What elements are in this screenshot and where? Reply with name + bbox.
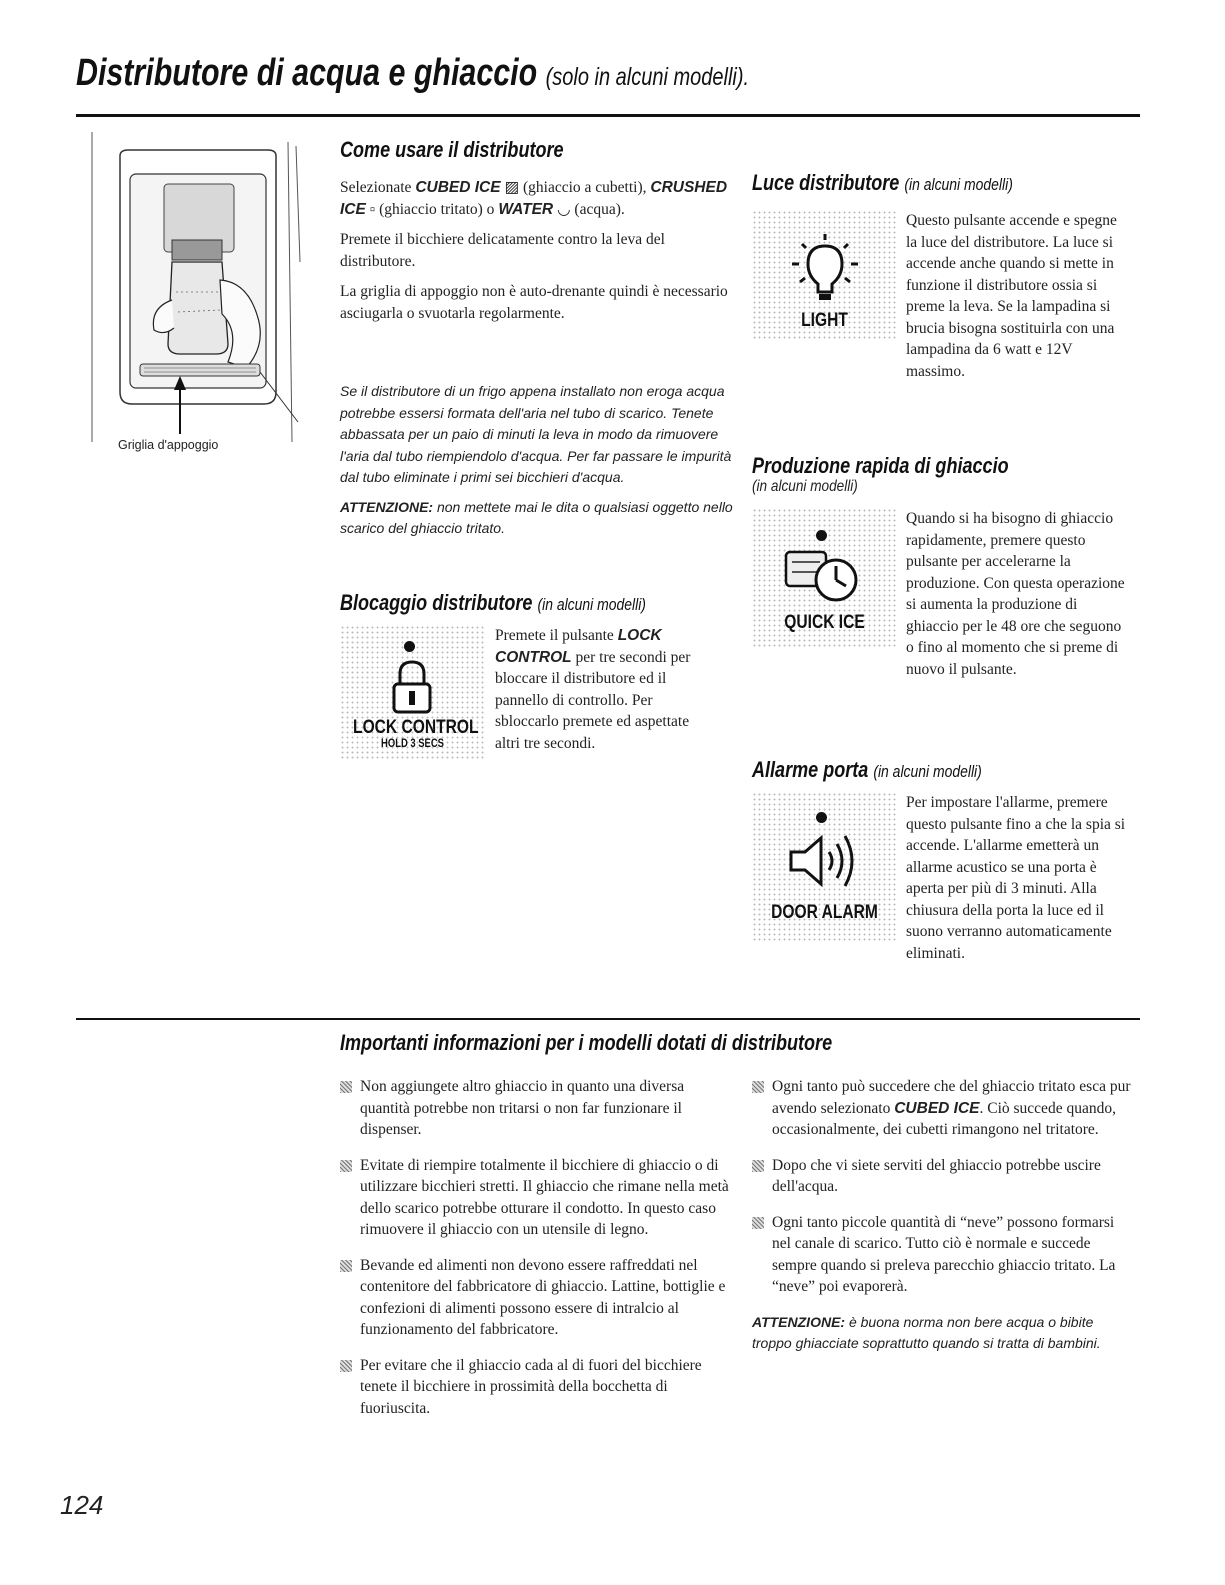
usage-body bbox=[340, 177, 740, 333]
lock-indicator-dot bbox=[404, 641, 415, 652]
important-left-bullet-2: Evitate di riempire totalmente il bicchiere di ghiaccio o di utilizzare bicchieri stretti. Il ghiaccio che rimane nella metà dello scarico potrebbe otturare il condotto. In questo caso rimuovere il ghiaccio con un utensile di legno. bbox=[340, 1155, 730, 1241]
door-alarm-panel-label: DOOR ALARM bbox=[771, 902, 878, 923]
usage-heading: Come usare il distributore bbox=[340, 137, 564, 162]
light-panel-label: LIGHT bbox=[801, 310, 848, 331]
important-left-bullet-4: Per evitare che il ghiaccio cada al di fuori del bicchiere tenete il bicchiere in prossimità della bocchetta di fuoriuscita. bbox=[340, 1355, 730, 1420]
dispenser-illustration bbox=[80, 132, 310, 452]
important-heading: Importanti informazioni per i modelli dotati di distributore bbox=[340, 1030, 833, 1055]
cubed-ice-icon: ▨ bbox=[504, 179, 520, 196]
usage-p1-crushed-desc: (ghiaccio tritato) o bbox=[379, 200, 495, 218]
lock-icon bbox=[390, 658, 434, 716]
bullet-icon bbox=[752, 1081, 764, 1093]
door-alarm-heading bbox=[752, 757, 982, 783]
bullet-icon bbox=[340, 1160, 352, 1172]
bullet-icon bbox=[340, 1081, 352, 1093]
usage-p1-pre: Selezionate bbox=[340, 179, 412, 196]
door-alarm-body: Per impostare l'allarme, premere questo pulsante fino a che la spia si accende. L'allarme emetterà un allarme acustico se una porta è aperta per più di 3 minuti. Alla chiusura della porta la luce ed il suono verranno automaticamente eliminati. bbox=[906, 794, 1126, 962]
bullet-icon bbox=[752, 1217, 764, 1229]
light-bulb-icon bbox=[790, 232, 860, 308]
quick-ice-panel-label: QUICK ICE bbox=[784, 612, 865, 633]
door-alarm-indicator-dot bbox=[816, 812, 827, 823]
quick-ice-icon bbox=[782, 548, 872, 606]
cubed-ice-label: CUBED ICE bbox=[415, 179, 501, 196]
quick-ice-indicator-dot bbox=[816, 530, 827, 541]
lock-panel-sublabel: HOLD 3 SECS bbox=[381, 738, 444, 750]
light-panel[interactable] bbox=[752, 210, 897, 340]
important-right-bullet-1: Ogni tanto può succedere che del ghiaccio tritato esca pur avendo selezionato CUBED ICE. Ciò succede quando, occasionalmente, dei cubetti rimangono nel tritatore. bbox=[752, 1076, 1132, 1141]
bullet-icon bbox=[752, 1160, 764, 1172]
page-number: 124 bbox=[60, 1490, 104, 1520]
lock-control-panel[interactable] bbox=[340, 625, 485, 760]
lock-text-bold2: CONTROL bbox=[495, 648, 572, 666]
lock-heading-text: Blocaggio distributore bbox=[340, 590, 533, 615]
usage-warning bbox=[340, 497, 735, 540]
lock-heading-suffix: (in alcuni modelli) bbox=[537, 595, 646, 614]
important-right-column bbox=[752, 1076, 1132, 1355]
cubed-ice-emphasis: CUBED ICE bbox=[894, 1099, 980, 1117]
lock-heading bbox=[340, 590, 646, 616]
page-title bbox=[76, 52, 749, 95]
usage-warning-text: non mettete mai le dita o qualsiasi oggetto nello scarico del ghiaccio tritato. bbox=[340, 498, 733, 536]
page-title-main: Distributore di acqua e ghiaccio bbox=[76, 52, 538, 94]
door-alarm-heading-suffix: (in alcuni modelli) bbox=[873, 762, 982, 781]
usage-p2: Premete il bicchiere delicatamente contro la leva del distributore. bbox=[340, 231, 665, 270]
important-right-bullet-3: Ogni tanto piccole quantità di “neve” possono formarsi nel canale di scarico. Tutto ciò è normale e succede sempre quando si preleva parecchio ghiaccio tritato. La “neve” poi evaporerà. bbox=[752, 1212, 1132, 1298]
usage-select-paragraph bbox=[340, 177, 740, 220]
door-alarm-panel[interactable] bbox=[752, 792, 897, 942]
quick-ice-subheading: (in alcuni modelli) bbox=[752, 478, 858, 495]
dispenser-drawing bbox=[80, 132, 310, 452]
important-warning bbox=[752, 1312, 1132, 1355]
lock-text-pre: Premete il pulsante bbox=[495, 627, 614, 644]
page-title-suffix: (solo in alcuni modelli). bbox=[545, 63, 750, 91]
title-rule bbox=[76, 114, 1140, 117]
door-alarm-heading-text: Allarme porta bbox=[752, 757, 869, 782]
crushed-ice-icon: ▫ bbox=[369, 200, 376, 218]
usage-p3: La griglia di appoggio non è auto-drenante quindi è necessario asciugarla o svuotarla regolarmente. bbox=[340, 283, 728, 322]
water-label: WATER bbox=[498, 200, 554, 218]
important-left-column bbox=[340, 1076, 730, 1433]
lock-text-post: per tre secondi per bloccare il distributore ed il pannello di controllo. Per sbloccarlo premete ed aspettate altri tre secondi. bbox=[495, 648, 691, 752]
usage-note1: Se il distributore di un frigo appena installato non eroga acqua potrebbe essersi formata dell'aria nel tubo di scarico. Tenete abbassata per un paio di minuti la leva in modo da rimuovere l'aria dal tubo riempiendolo d'acqua. Per far passare le impurità dal tubo eliminate i primi sei bicchieri d'acqua. bbox=[340, 383, 732, 485]
important-left-bullet-1: Non aggiungete altro ghiaccio in quanto una diversa quantità potrebbe non tritarsi o non far funzionare il dispenser. bbox=[340, 1076, 730, 1141]
usage-p1-cubed-desc: (ghiaccio a cubetti), bbox=[523, 179, 647, 196]
usage-p1-water-desc: (acqua). bbox=[574, 200, 625, 218]
speaker-icon bbox=[787, 828, 867, 894]
usage-notes bbox=[340, 381, 735, 548]
lock-panel-label: LOCK CONTROL bbox=[353, 717, 479, 738]
quick-ice-heading: Produzione rapida di ghiaccio bbox=[752, 453, 1009, 478]
water-icon: ◡ bbox=[557, 200, 571, 218]
important-rule bbox=[76, 1018, 1140, 1020]
important-right-bullet-2: Dopo che vi siete serviti del ghiaccio potrebbe uscire dell'acqua. bbox=[752, 1155, 1132, 1198]
important-left-bullet-3: Bevande ed alimenti non devono essere raffreddati nel contenitore del fabbricatore di ghiaccio. Lattine, bottiglie e confezioni di alimenti possono essere di intralcio al funzionamento del fabbricatore. bbox=[340, 1255, 730, 1341]
figure-caption: Griglia d'appoggio bbox=[118, 438, 219, 452]
crushed-ice-label: CRUSHED ICE bbox=[340, 179, 728, 218]
quick-ice-body: Quando si ha bisogno di ghiaccio rapidamente, premere questo pulsante per accelerarne la produzione. Con questa operazione si aumenta la produzione di ghiaccio per le 48 ore che seguono o fino al momento che si preme di nuovo il pulsante. bbox=[906, 510, 1125, 678]
quick-ice-panel[interactable] bbox=[752, 508, 897, 648]
bullet-icon bbox=[340, 1260, 352, 1272]
light-body: Questo pulsante accende e spegne la luce del distributore. La luce si accende anche quando si mette in funzione il distributore ossia si preme la leva. Se la lampadina si brucia bisogna sostituirla con una lampadina da 6 watt e 12V massimo. bbox=[906, 212, 1117, 380]
important-warning-text: è buona norma non bere acqua o bibite troppo ghiacciate soprattutto quando si tratta di bambini. bbox=[752, 1313, 1101, 1351]
lock-text-bold1: LOCK bbox=[617, 627, 662, 644]
usage-warning-label: ATTENZIONE: bbox=[340, 498, 434, 515]
light-heading bbox=[752, 170, 1013, 196]
lock-body bbox=[495, 625, 715, 763]
light-heading-text: Luce distributore bbox=[752, 170, 900, 195]
bullet-icon bbox=[340, 1360, 352, 1372]
light-heading-suffix: (in alcuni modelli) bbox=[904, 175, 1013, 194]
important-warning-label: ATTENZIONE: bbox=[752, 1313, 846, 1330]
